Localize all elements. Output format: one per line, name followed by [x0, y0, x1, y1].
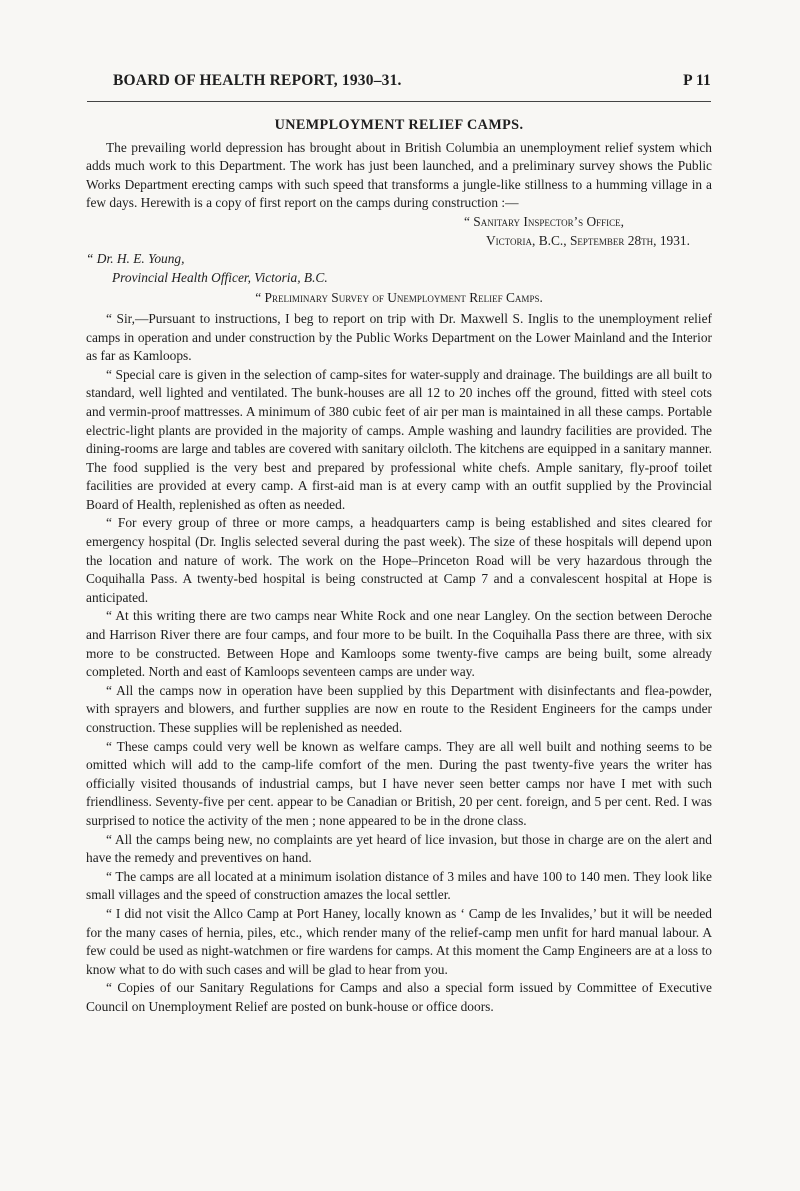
letter-paragraph: “ These camps could very well be known as welfare camps. They are all well built and nothing seems to be omitted which will add to the camp-life comfort of the men. During the past twenty-five years the writer has officially visited thousands of industrial camps, but I have never seen better camps nor have I met with such friendliness. Seventy-five per cent. appear to be Canadian or British, 20 per cent. foreign, and 5 per cent. Red. I was surprised to notice the activity of the men ; none appeared to be in the drone class.: [86, 738, 712, 828]
letter-paragraph: “ Copies of our Sanitary Regulations for Camps and also a special form issued by Committee of Executive Council on Unemployment Relief are posted on bunk-house or office doors.: [86, 980, 712, 1014]
letter-paragraph: “ All the camps being new, no complaints are yet heard of lice invasion, but those in charge are on the alert and have the remedy and preventives on hand.: [86, 831, 712, 866]
intro-paragraph: The prevailing world depression has brought about in British Columbia an unemployment relief system which adds much work to this Department. The work has just been launched, and a preliminary survey shows the Public Works Department erecting camps with such speed that transforms a jungle-like stillness to a humming village in a few days. Herewith is a copy of first report on the camps during construction :—: [86, 139, 712, 211]
letter-paragraph: “ The camps are all located at a minimum isolation distance of 3 miles and have 100 to 140 men. They look like small villages and the speed of construction amazes the local settler.: [86, 868, 712, 903]
report-title: BOARD OF HEALTH REPORT, 1930–31.: [113, 72, 402, 89]
letter-office: “ Sanitary Inspector’s Office,: [464, 213, 625, 229]
letter-paragraph: “ Special care is given in the selection of camp-sites for water-supply and drainage. The buildings are all built to standard, well lighted and ventilated. The bunk-houses are all 12 to 20 inches off the ground, fitted with steel cots and vermin-proof mattresses. A minimum of 380 cubic feet of air per man is maintained in all these camps. Portable electric-light plants are provided in the majority of camps. Ample washing and laundry facilities are provided. The dining-rooms are large and tables are covered with sanitary oilcloth. The kitchens are equipped in a sanitary manner. The food supplied is the very best and prepared by professional white chefs. Ample sanitary, fly-proof toilet facilities are provided at every camp. A first-aid man is at every camp with an outfit supplied by the Provincial Board of Health, replenished as often as needed.: [86, 366, 712, 512]
addressee-title: Provincial Health Officer, Victoria, B.C.: [112, 269, 328, 285]
letter-paragraph: “ For every group of three or more camps, a headquarters camp is being established and sites cleared for emergency hospital (Dr. Inglis selected several during the past week). The size of these hospitals will depend upon the location and nature of work. The work on the Hope–Princeton Road will be very hazardous through the Coquihalla Pass. A twenty-bed hospital is being constructed at Camp 7 and a convalescent hospital at Hope is anticipated.: [86, 515, 712, 605]
section-title: UNEMPLOYMENT RELIEF CAMPS.: [274, 117, 524, 133]
letter-paragraph: “ Sir,—Pursuant to instructions, I beg to report on trip with Dr. Maxwell S. Inglis to the unemployment relief camps in operation and under construction by the Public Works Department on the Lower Mainland and the Interior as far as Kamloops.: [86, 310, 712, 364]
page-number: P 11: [683, 72, 711, 89]
page-body: [86, 116, 712, 1017]
letter-place-date: Victoria, B.C., September 28th, 1931.: [486, 232, 690, 248]
addressee-name: “ Dr. H. E. Young,: [86, 251, 185, 267]
letter-heading: “ Preliminary Survey of Unemployment Relief Camps.: [255, 290, 543, 306]
letter-paragraph: “ I did not visit the Allco Camp at Port Haney, locally known as ‘ Camp de les Invalides,’ but it will be needed for the many cases of hernia, piles, etc., which render many of the relief-camp men unfit for hard manual labour. A few could be used as night-watchmen or fire wardens for camps. At this moment the Camp Engineers are at a loss to know what to do with such cases and will be glad to hear from you.: [86, 905, 712, 977]
header-rule: [87, 101, 711, 102]
letter-paragraph: “ At this writing there are two camps near White Rock and one near Langley. On the section between Deroche and Harrison River there are four camps, and four more to be built. In the Coquihalla Pass there are three, with six more to be constructed. Between Hope and Kamloops some twenty-five camps are being built, some already completed. North and east of Kamloops seventeen camps are under way.: [86, 608, 712, 680]
letter-paragraph: “ All the camps now in operation have been supplied by this Department with disinfectants and flea-powder, with sprayers and blowers, and further supplies are now en route to the Resident Engineers for the camps under construction. These supplies will be replenished as needed.: [86, 682, 712, 735]
